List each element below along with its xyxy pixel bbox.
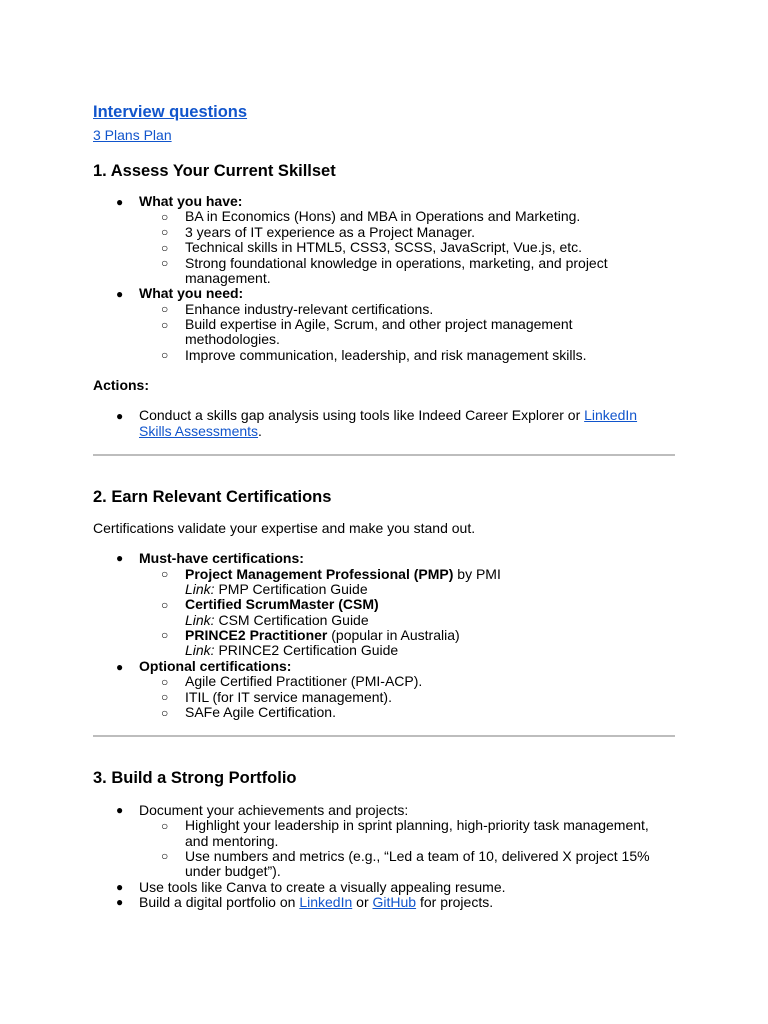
section-1-heading: 1. Assess Your Current Skillset [93,162,336,180]
certifications-intro: Certifications validate your expertise and make you stand out. [93,520,476,536]
prince2-link-line: Link: PRINCE2 Certification Guide [185,642,399,658]
pmp-item: Project Management Professional (PMP) by PMI [185,566,501,582]
circle-bullet-icon: ○ [161,302,169,316]
action-item-continued: Skills Assessments. [139,423,262,439]
portfolio-sub-item: Use numbers and metrics (e.g., “Led a team of 10, delivered X project 15% [185,848,650,864]
actions-label: Actions: [93,377,149,393]
portfolio-item: Use tools like Canva to create a visually appealing resume. [139,879,506,895]
have-item: 3 years of IT experience as a Project Manager. [185,224,476,240]
portfolio-sub-item-continued: and mentoring. [185,833,279,849]
section-divider [93,454,675,456]
bullet-icon: ● [116,409,124,423]
pmp-link-line: Link: PMP Certification Guide [185,581,368,597]
circle-bullet-icon: ○ [161,567,169,581]
optional-item: ITIL (for IT service management). [185,689,392,705]
circle-bullet-icon: ○ [161,348,169,362]
csm-item: Certified ScrumMaster (CSM) [185,596,379,612]
need-item-continued: methodologies. [185,331,280,347]
optional-item: Agile Certified Practitioner (PMI-ACP). [185,673,423,689]
bullet-icon: ● [116,880,124,894]
section-3-heading: 3. Build a Strong Portfolio [93,769,297,787]
bullet-icon: ● [116,195,124,209]
skills-assessments-link[interactable]: Skills Assessments [139,423,259,439]
circle-bullet-icon: ○ [161,849,169,863]
portfolio-sub-item: Highlight your leadership in sprint planning, high-priority task management, [185,817,649,833]
interview-questions-link[interactable]: Interview questions [93,103,248,121]
prince2-item: PRINCE2 Practitioner (popular in Australia) [185,627,460,643]
circle-bullet-icon: ○ [161,706,169,720]
need-item: Build expertise in Agile, Scrum, and other project management [185,316,573,332]
what-you-have-label: What you have: [139,193,243,209]
circle-bullet-icon: ○ [161,675,169,689]
bullet-icon: ● [116,551,124,565]
circle-bullet-icon: ○ [161,819,169,833]
bullet-icon: ● [116,895,124,909]
action-item: Conduct a skills gap analysis using tools like Indeed Career Explorer or LinkedIn [139,407,638,423]
csm-link-line: Link: CSM Certification Guide [185,612,369,628]
need-item: Improve communication, leadership, and risk management skills. [185,347,587,363]
linkedin-link[interactable]: LinkedIn [584,407,638,423]
optional-item: SAFe Agile Certification. [185,704,336,720]
circle-bullet-icon: ○ [161,318,169,332]
optional-label: Optional certifications: [139,658,292,674]
circle-bullet-icon: ○ [161,256,169,270]
bullet-icon: ● [116,803,124,817]
what-you-need-label: What you need: [139,285,244,301]
bullet-icon: ● [116,660,124,674]
circle-bullet-icon: ○ [161,628,169,642]
circle-bullet-icon: ○ [161,210,169,224]
must-have-label: Must-have certifications: [139,550,304,566]
circle-bullet-icon: ○ [161,241,169,255]
circle-bullet-icon: ○ [161,598,169,612]
section-divider [93,735,675,737]
have-item: Strong foundational knowledge in operations, marketing, and project [185,255,608,271]
need-item: Enhance industry-relevant certifications. [185,301,434,317]
circle-bullet-icon: ○ [161,225,169,239]
three-plans-link[interactable]: 3 Plans Plan [93,127,172,143]
section-2-heading: 2. Earn Relevant Certifications [93,488,332,506]
have-item: Technical skills in HTML5, CSS3, SCSS, JavaScript, Vue.js, etc. [185,239,583,255]
portfolio-item: Build a digital portfolio on LinkedIn or GitHub for projects. [139,894,494,910]
bullet-icon: ● [116,287,124,301]
have-item-continued: management. [185,270,271,286]
circle-bullet-icon: ○ [161,690,169,704]
portfolio-sub-item-continued: under budget”). [185,863,281,879]
have-item: BA in Economics (Hons) and MBA in Operations and Marketing. [185,208,581,224]
portfolio-item: Document your achievements and projects: [139,802,409,818]
github-link[interactable]: GitHub [372,894,417,910]
linkedin-link[interactable]: LinkedIn [299,894,353,910]
